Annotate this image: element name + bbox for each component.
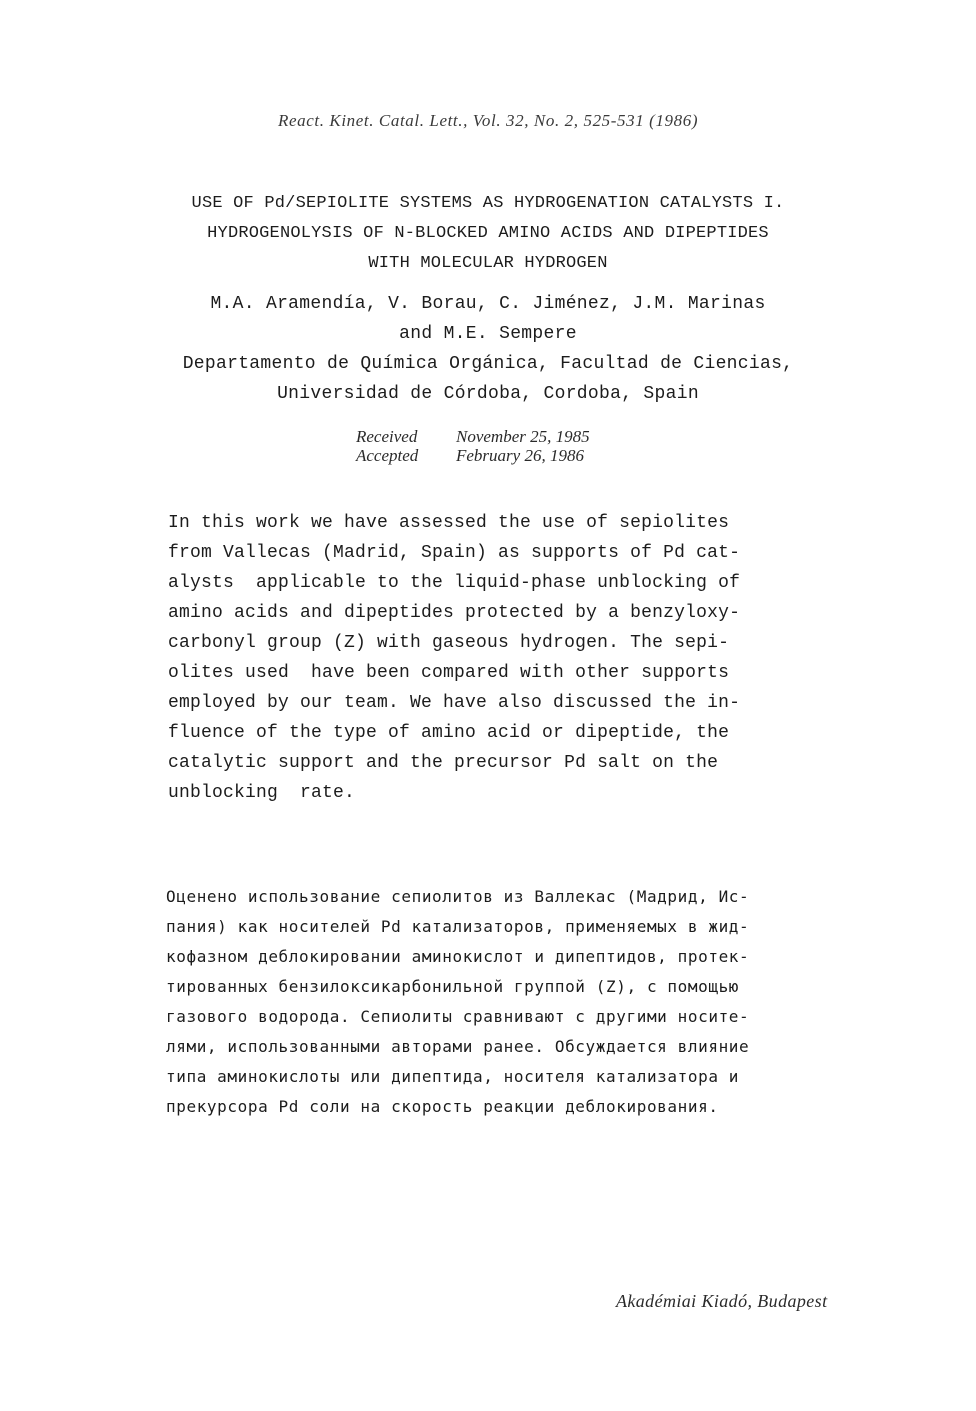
title-line: HYDROGENOLYSIS OF N-BLOCKED AMINO ACIDS AND DIPEPTIDES [207, 224, 769, 243]
accepted-date: February 26, 1986 [456, 446, 584, 465]
russian-abstract-line: типа аминокислоты или дипептида, носителя катализатора и [166, 1067, 740, 1086]
abstract-line: employed by our team. We have also discussed the in- [168, 693, 741, 713]
abstract-line: In this work we have assessed the use of sepiolites [168, 513, 730, 533]
publisher: Akadémiai Kiadó, Budapest [616, 1291, 828, 1311]
abstract-line: alysts applicable to the liquid-phase unblocking of [168, 573, 741, 593]
affiliation-line: Universidad de Córdoba, Cordoba, Spain [277, 384, 699, 404]
russian-abstract-line: газового водорода. Сепиолиты сравнивают с другими носите- [166, 1007, 750, 1026]
russian-abstract-line: тированных бензилоксикарбонильной группой (Z), с помощью [166, 977, 740, 996]
title-line: WITH MOLECULAR HYDROGEN [368, 254, 608, 273]
title-line: USE OF Pd/SEPIOLITE SYSTEMS AS HYDROGENATION CATALYSTS I. [191, 194, 785, 213]
affiliation [0, 349, 976, 409]
russian-abstract [166, 882, 749, 1122]
received-row [356, 427, 590, 446]
received-date: November 25, 1985 [456, 427, 590, 446]
russian-abstract-line: лями, использованными авторами ранее. Обсуждается влияние [166, 1037, 750, 1056]
received-label: Received [356, 427, 418, 446]
submission-dates [356, 427, 590, 465]
russian-abstract-line: пания) как носителей Pd катализаторов, применяемых в жид- [166, 917, 750, 936]
abstract-line: from Vallecas (Madrid, Spain) as supports of Pd cat- [168, 543, 741, 563]
abstract-line: olites used have been compared with other supports [168, 663, 730, 683]
abstract-line: amino acids and dipeptides protected by a benzyloxy- [168, 603, 741, 623]
accepted-label: Accepted [356, 446, 419, 465]
author-line: M.A. Aramendía, V. Borau, C. Jiménez, J.M. Marinas [210, 294, 766, 314]
affiliation-line: Departamento de Química Orgánica, Facultad de Ciencias, [182, 354, 794, 374]
abstract-line: catalytic support and the precursor Pd salt on the [168, 753, 719, 773]
paper-title [0, 189, 976, 279]
russian-abstract-line: кофазном деблокировании аминокислот и дипептидов, протек- [166, 947, 750, 966]
english-abstract [168, 508, 740, 808]
abstract-line: fluence of the type of amino acid or dipeptide, the [168, 723, 730, 743]
russian-abstract-line: прекурсора Pd соли на скорость реакции деблокирования. [166, 1097, 719, 1116]
journal-citation: React. Kinet. Catal. Lett., Vol. 32, No. 2, 525-531 (1986) [278, 111, 699, 130]
accepted-row [356, 446, 590, 465]
abstract-line: unblocking rate. [168, 783, 356, 803]
author-line: and M.E. Sempere [399, 324, 577, 344]
abstract-line: carbonyl group (Z) with gaseous hydrogen. The sepi- [168, 633, 730, 653]
authors [0, 289, 976, 349]
russian-abstract-line: Оценено использование сепиолитов из Валлекас (Мадрид, Ис- [166, 887, 750, 906]
